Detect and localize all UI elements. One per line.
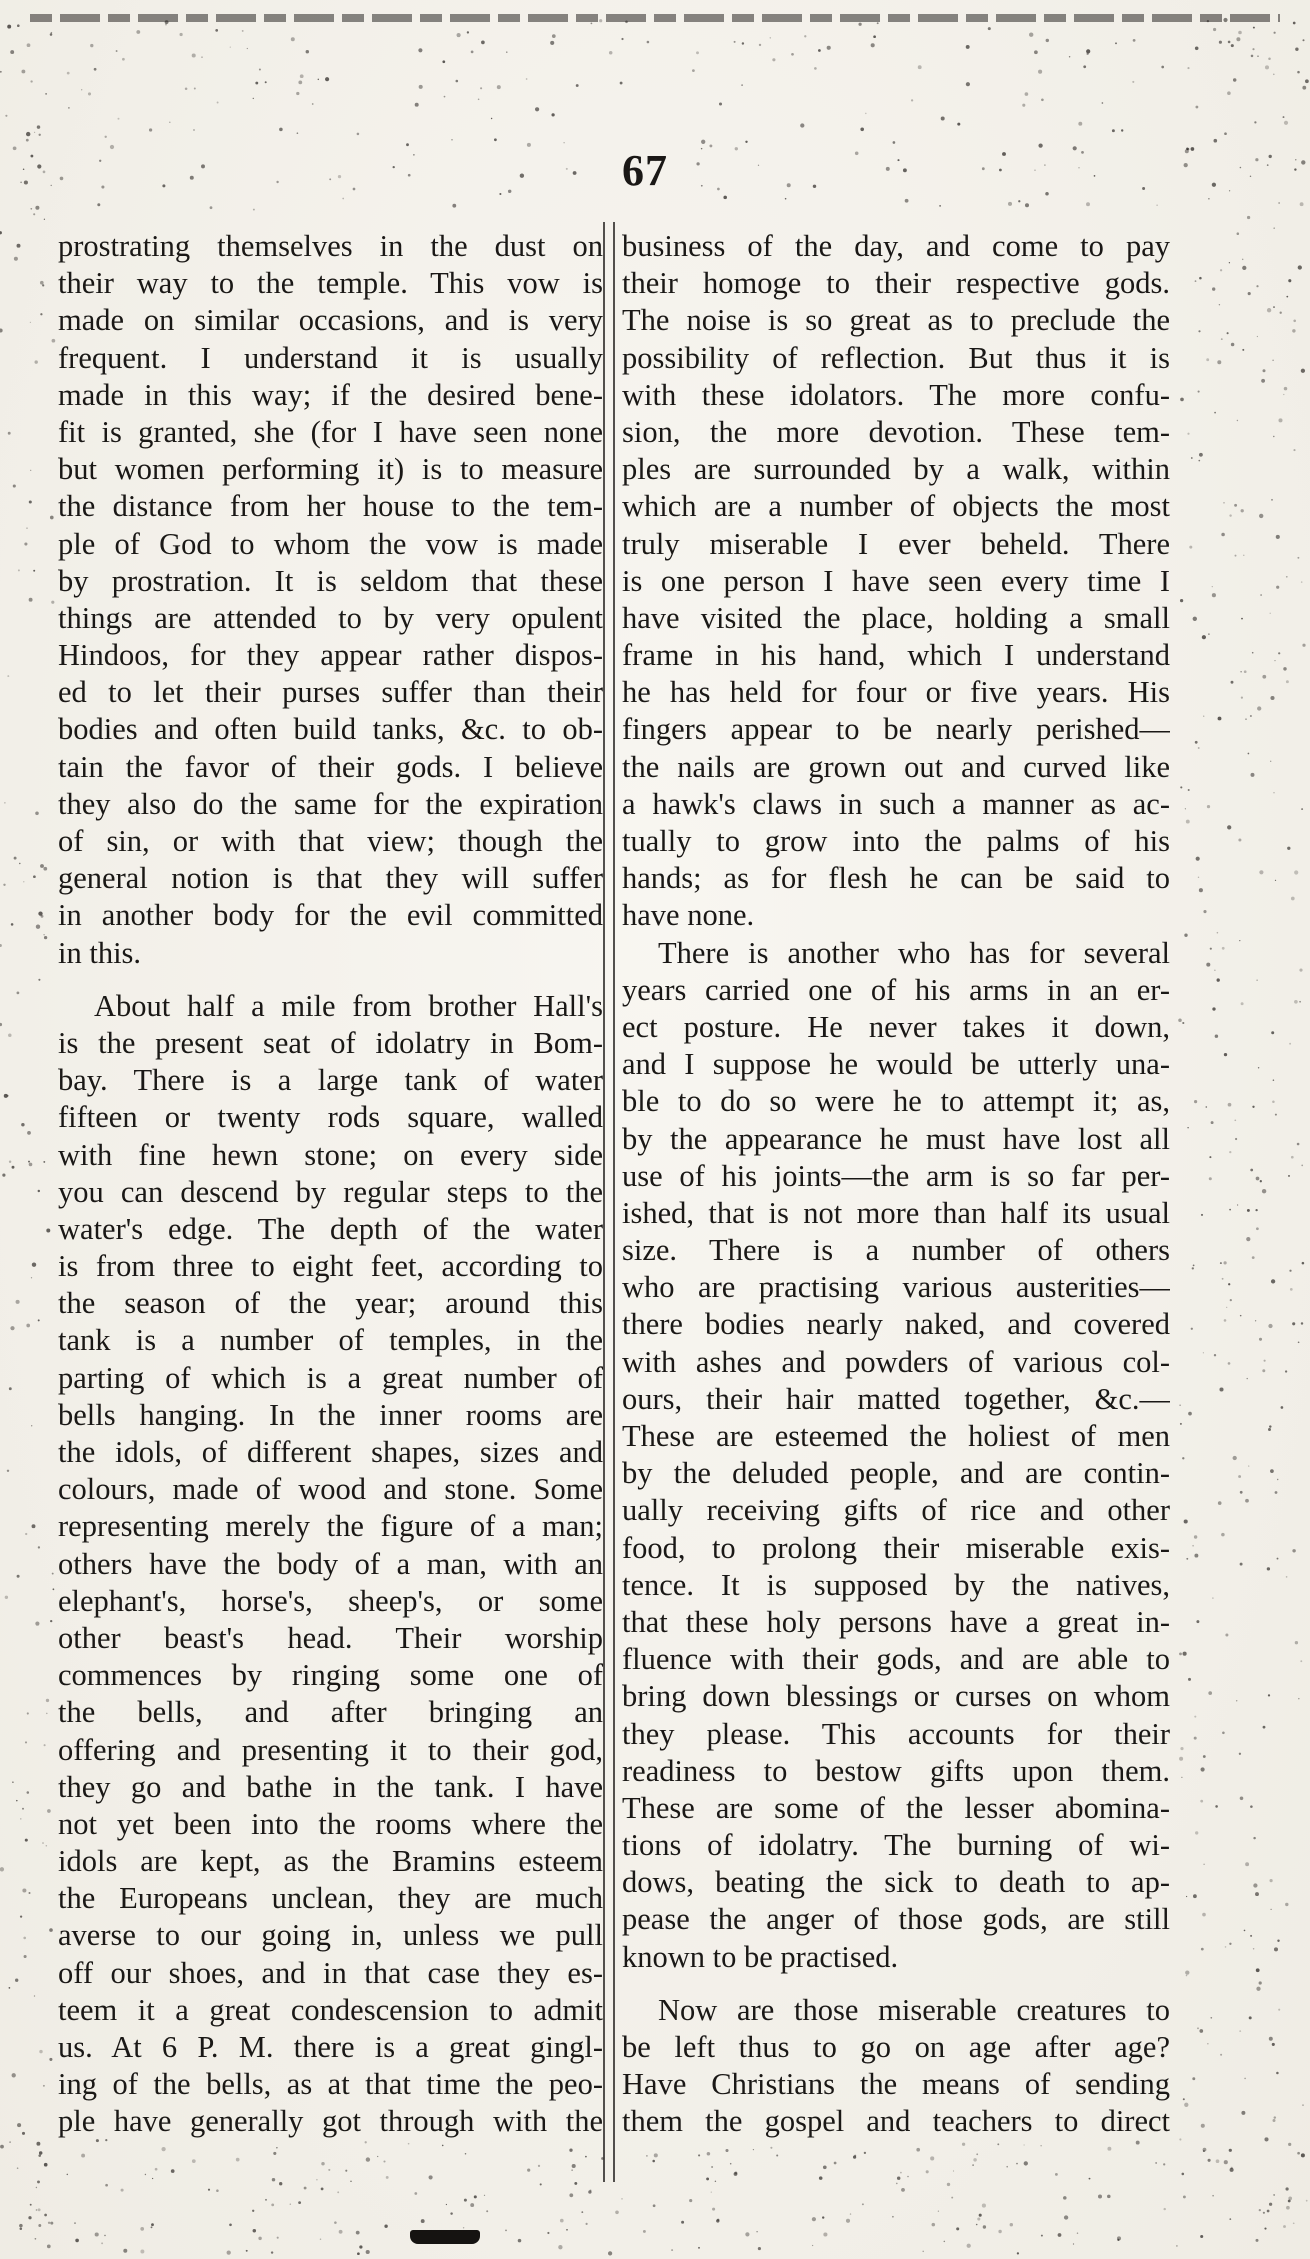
text-line: in this. <box>58 935 142 970</box>
text-line: Now are those miserable creatures to <box>658 1992 1170 2027</box>
text-line: readiness to bestow gifts upon them. <box>622 1753 1170 1788</box>
text-line: by the appearance he must have lost all <box>622 1121 1170 1156</box>
text-line: years carried one of his arms in an er- <box>622 972 1170 1007</box>
text-line: their way to the temple. This vow is <box>58 266 603 301</box>
text-line: There is another who has for several <box>658 935 1170 970</box>
text-line: idols are kept, as the Bramins esteem <box>58 1844 603 1879</box>
right-column <box>622 228 1170 2141</box>
paragraph-gap <box>58 972 603 988</box>
text-line: Hindoos, for they appear rather dispos- <box>58 638 603 673</box>
text-line: general notion is that they will suffer <box>58 861 603 896</box>
text-line: off our shoes, and in that case they es- <box>58 1955 603 1990</box>
text-line: you can descend by regular steps to the <box>58 1174 603 1209</box>
text-line: representing merely the figure of a man; <box>58 1509 603 1544</box>
text-line: in another body for the evil committed <box>58 898 603 933</box>
text-line: and I suppose he would be utterly una- <box>622 1047 1170 1082</box>
text-line: they please. This accounts for their <box>622 1716 1170 1751</box>
left-column <box>58 228 603 2141</box>
text-line: the nails are grown out and curved like <box>622 749 1170 784</box>
text-line: they go and bathe in the tank. I have <box>58 1769 603 1804</box>
text-line: ect posture. He never takes it down, <box>622 1009 1170 1044</box>
text-line: the idols, of different shapes, sizes and <box>58 1435 603 1469</box>
text-line: food, to prolong their miserable exis- <box>622 1530 1170 1565</box>
text-line: is from three to eight feet, according to <box>58 1249 603 1284</box>
text-line: water's edge. The depth of the water <box>58 1211 603 1246</box>
text-line: made in this way; if the desired bene- <box>58 377 603 412</box>
text-line: ples are surrounded by a walk, within <box>622 452 1170 487</box>
text-line: of sin, or with that view; though the <box>58 824 603 858</box>
text-line: but women performing it) is to measure <box>58 452 603 487</box>
text-line: ed to let their purses suffer than their <box>58 675 603 710</box>
text-line: fifteen or twenty rods square, walled <box>58 1100 603 1135</box>
text-line: averse to our going in, unless we pull <box>58 1918 603 1953</box>
text-line: the season of the year; around this <box>58 1286 603 1321</box>
text-line: teem it a great condescension to admit <box>58 1992 603 2027</box>
text-line: These are esteemed the holiest of men <box>622 1419 1170 1453</box>
text-line: fit is granted, she (for I have seen none <box>58 414 603 449</box>
text-line: they also do the same for the expiration <box>58 786 603 821</box>
text-line: ually receiving gifts of rice and other <box>622 1493 1170 1528</box>
text-line: bells hanging. In the inner rooms are <box>58 1397 603 1432</box>
text-line: The noise is so great as to preclude the <box>622 303 1170 338</box>
column-divider <box>603 222 615 2182</box>
text-line: Have Christians the means of sending <box>622 2067 1170 2102</box>
top-border-rule <box>30 14 1280 22</box>
text-line: ished, that is not more than half its usual <box>622 1195 1170 1230</box>
text-line: them the gospel and teachers to direct <box>622 2104 1170 2139</box>
text-line: size. There is a number of others <box>622 1233 1170 1268</box>
text-line: truly miserable I ever beheld. There <box>622 526 1170 561</box>
text-line: frame in his hand, which I understand <box>622 638 1170 673</box>
text-line: other beast's head. Their worship <box>58 1620 603 1655</box>
text-line: commences by ringing some one of <box>58 1658 603 1693</box>
text-line: prostrating themselves in the dust on <box>58 229 603 263</box>
text-line: made on similar occasions, and is very <box>58 303 603 338</box>
text-line: the Europeans unclean, they are much <box>58 1881 603 1916</box>
text-line: us. At 6 P. M. there is a great gingl- <box>58 2030 603 2064</box>
text-line: be left thus to go on age after age? <box>622 2030 1170 2064</box>
text-line: with these idolators. The more confu- <box>622 377 1170 412</box>
text-line: is the present seat of idolatry in Bom- <box>58 1025 603 1060</box>
paragraph-gap <box>622 1976 1170 1992</box>
text-line: things are attended to by very opulent <box>58 600 603 635</box>
text-line: he has held for four or five years. His <box>622 675 1170 710</box>
text-line: the distance from her house to the tem- <box>58 489 603 524</box>
text-line: About half a mile from brother Hall's <box>94 988 603 1023</box>
text-line: use of his joints—the arm is so far per- <box>622 1158 1170 1193</box>
text-line: tain the favor of their gods. I believe <box>58 749 603 784</box>
ink-blot <box>410 2230 480 2244</box>
text-line: ple have generally got through with the <box>58 2104 603 2139</box>
text-line: hands; as for flesh he can be said to <box>622 861 1170 896</box>
text-line: bring down blessings or curses on whom <box>622 1679 1170 1714</box>
text-line: pease the anger of those gods, are still <box>622 1902 1170 1937</box>
text-line: have visited the place, holding a small <box>622 600 1170 635</box>
text-line: elephant's, horse's, sheep's, or some <box>58 1583 603 1618</box>
text-line: not yet been into the rooms where the <box>58 1806 603 1841</box>
text-line: which are a number of objects the most <box>622 489 1170 524</box>
text-line: by the deluded people, and are contin- <box>622 1456 1170 1491</box>
page-number: 67 <box>622 146 668 195</box>
text-line: others have the body of a man, with an <box>58 1546 603 1581</box>
text-line: who are practising various austerities— <box>622 1270 1170 1305</box>
text-line: fingers appear to be nearly perished— <box>622 712 1170 747</box>
text-line: known to be practised. <box>622 1939 899 1974</box>
text-line: sion, the more devotion. These tem- <box>622 414 1170 449</box>
text-line: bay. There is a large tank of water <box>58 1063 603 1098</box>
text-line: have none. <box>622 898 755 933</box>
text-line: dows, beating the sick to death to ap- <box>622 1865 1170 1900</box>
text-line: parting of which is a great number of <box>58 1360 603 1395</box>
text-line: business of the day, and come to pay <box>622 229 1170 263</box>
text-line: tually to grow into the palms of his <box>622 824 1170 858</box>
text-line: their homoge to their respective gods. <box>622 266 1170 301</box>
text-line: a hawk's claws in such a manner as ac- <box>622 786 1170 821</box>
text-line: ple of God to whom the vow is made <box>58 526 603 561</box>
text-line: tence. It is supposed by the natives, <box>622 1567 1170 1602</box>
text-line: colours, made of wood and stone. Some <box>58 1472 603 1507</box>
text-line: that these holy persons have a great in- <box>622 1604 1170 1639</box>
text-line: offering and presenting it to their god, <box>58 1732 603 1767</box>
text-line: tank is a number of temples, in the <box>58 1323 603 1358</box>
text-line: with ashes and powders of various col- <box>622 1344 1170 1379</box>
text-line: tions of idolatry. The burning of wi- <box>622 1828 1170 1863</box>
text-line: ours, their hair matted together, &c.— <box>622 1381 1170 1416</box>
text-line: bodies and often build tanks, &c. to ob- <box>58 712 603 747</box>
text-line: ble to do so were he to attempt it; as, <box>622 1084 1170 1119</box>
text-line: These are some of the lesser abomina- <box>622 1790 1170 1825</box>
text-line: frequent. I understand it is usually <box>58 340 603 375</box>
text-line: ing of the bells, as at that time the peo- <box>58 2067 603 2102</box>
text-line: fluence with their gods, and are able to <box>622 1642 1170 1677</box>
text-line: the bells, and after bringing an <box>58 1695 603 1730</box>
text-line: possibility of reflection. But thus it is <box>622 340 1170 375</box>
text-line: by prostration. It is seldom that these <box>58 563 603 598</box>
text-line: is one person I have seen every time I <box>622 563 1170 598</box>
text-line: with fine hewn stone; on every side <box>58 1137 603 1172</box>
text-line: there bodies nearly naked, and covered <box>622 1307 1170 1342</box>
